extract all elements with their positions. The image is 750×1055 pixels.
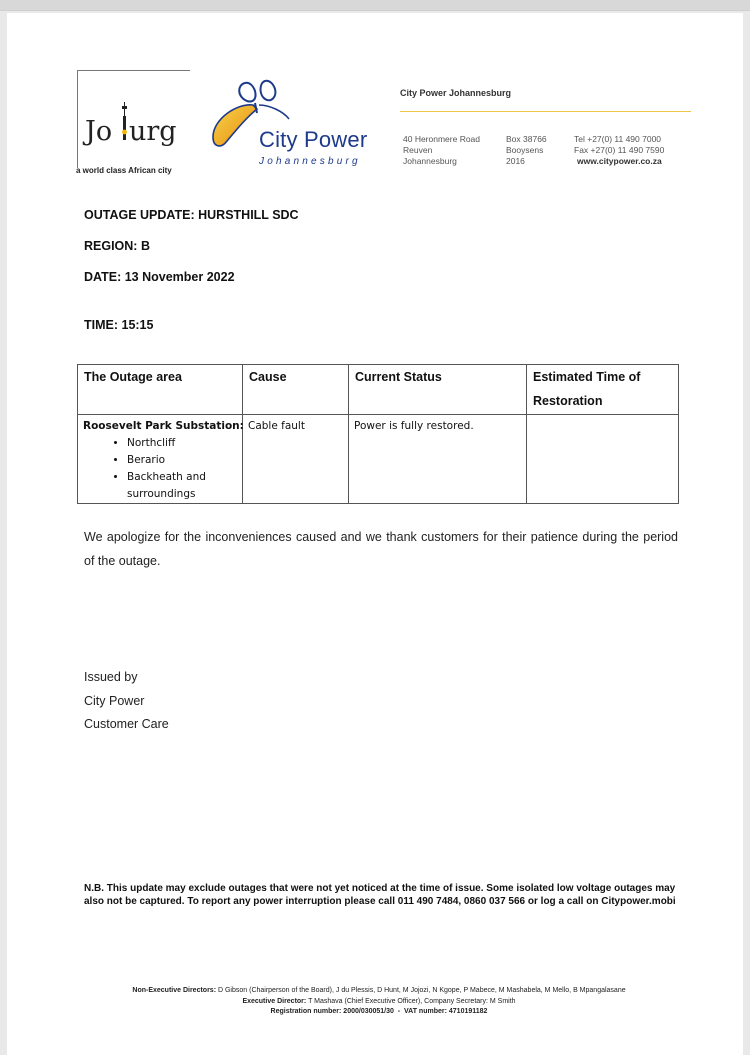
column-header: Current Status — [349, 365, 527, 415]
date-label: DATE: 13 November 2022 — [84, 270, 235, 284]
phone-number: Tel +27(0) 11 490 7000 — [574, 134, 662, 144]
apology-paragraph: We apologize for the inconveniences caused and we thank customers for their patience during the period of the outage. — [84, 530, 678, 568]
column-header: The Outage area — [78, 365, 243, 415]
nb-notice: N.B. This update may exclude outages that were not yet noticed at the time of issue. Some isolated low voltage outages may also not be captured. To report any power interruption please call 011 490 7484, 0860 037 566 or log a call on Citypower.mobi — [84, 883, 676, 907]
website-link[interactable]: www.citypower.co.za — [577, 156, 662, 166]
list-item: • Backheath and surroundings — [127, 469, 237, 503]
joburg-logo — [82, 102, 192, 152]
issued-by-block: Issued by City Power Customer Care — [84, 670, 169, 731]
etr-cell — [527, 415, 679, 504]
brand-subtitle: Johannesburg — [259, 156, 361, 167]
outage-update-title: OUTAGE UPDATE: HURSTHILL SDC — [84, 208, 299, 222]
postal-address: Box 38766 Booysens 2016 — [506, 134, 547, 166]
viewer-top-bar — [0, 0, 750, 11]
affected-areas-list — [83, 435, 237, 503]
time-label: TIME: 15:15 — [84, 318, 154, 332]
svg-text:Jo: Jo — [85, 116, 113, 147]
outage-table — [77, 364, 679, 504]
svg-text:urg: urg — [129, 116, 177, 147]
footer: Non-Executive Directors: D Gibson (Chairperson of the Board), J du Plessis, D Hunt, M Jojozi, N Kgope, P Mabece, M Mashabela, M Mello, B Mpangalasane Executive Director: T Mashava (Chief Executive Officer), Company Secretary: M Smith Registration number: 2000/030051/30 - VAT number: 4710191182 — [132, 987, 626, 1015]
header-divider — [400, 111, 691, 112]
brand-name: City Power — [259, 127, 368, 152]
substation-name: Roosevelt Park Substation: — [83, 420, 244, 432]
cause-cell: Cable fault — [243, 415, 349, 504]
column-header: Cause — [243, 365, 349, 415]
org-title: City Power Johannesburg — [400, 88, 512, 98]
contact-details — [574, 134, 664, 167]
fax-number: Fax +27(0) 11 490 7590 — [574, 145, 665, 155]
list-item: • Northcliff — [127, 435, 237, 452]
list-item: • Berario — [127, 452, 237, 469]
document-page — [7, 13, 743, 1055]
table-header-row — [78, 365, 679, 415]
table-row — [78, 415, 679, 504]
column-header: Estimated Time of Restoration — [527, 365, 679, 415]
region-label: REGION: B — [84, 239, 150, 253]
joburg-tagline: a world class African city — [76, 166, 172, 175]
outage-area-cell — [78, 415, 243, 504]
status-cell: Power is fully restored. — [349, 415, 527, 504]
street-address: 40 Heronmere Road Reuven Johannesburg — [403, 134, 481, 166]
